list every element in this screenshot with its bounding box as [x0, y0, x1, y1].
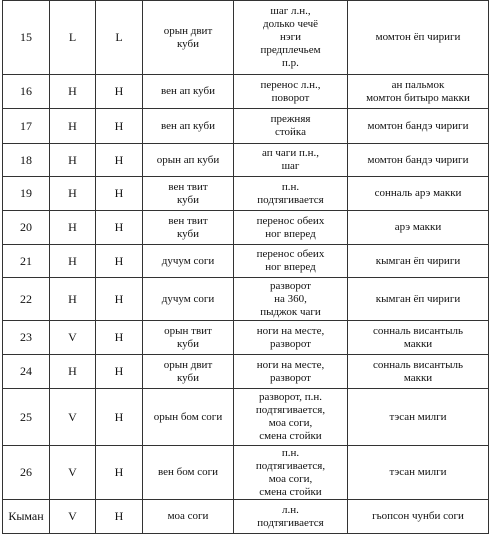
cell-a: L: [50, 1, 96, 75]
cell-line: предплечьем: [260, 44, 321, 56]
cell-line: перенос л.н.,: [260, 78, 321, 91]
kata-table: [2, 0, 489, 534]
cell-technique: кымган ёп чириги: [348, 278, 489, 321]
cell-a: H: [50, 278, 96, 321]
cell-technique: тэсан милги: [348, 389, 489, 446]
table-body: [3, 1, 489, 534]
table-row: [3, 355, 489, 389]
cell-technique: [348, 321, 489, 355]
cell-num: 25: [3, 389, 50, 446]
cell-line: сонналь висантыль: [373, 324, 463, 337]
cell-num: 15: [3, 1, 50, 75]
cell-line: перенос обеих: [256, 248, 325, 260]
cell-b: H: [96, 389, 143, 446]
cell-line: шаг: [281, 160, 300, 172]
cell-line: поворот: [271, 91, 310, 104]
cell-moves: [234, 211, 348, 245]
cell-stance: [143, 1, 234, 75]
cell-line: подтягивается: [257, 516, 324, 529]
cell-num: Кыман: [3, 500, 50, 534]
cell-b: H: [96, 144, 143, 177]
table-row: [3, 321, 489, 355]
cell-a: V: [50, 446, 96, 500]
cell-num: 17: [3, 109, 50, 144]
cell-moves: [234, 389, 348, 446]
cell-num: 24: [3, 355, 50, 389]
table-row: [3, 144, 489, 177]
cell-stance: [143, 321, 234, 355]
cell-line: орын твит: [164, 324, 212, 337]
table-row: [3, 177, 489, 211]
cell-line: разворот: [269, 337, 311, 350]
cell-stance: [143, 177, 234, 211]
cell-a: H: [50, 245, 96, 278]
cell-technique: кымган ёп чириги: [348, 245, 489, 278]
cell-line: пыджок чаги: [260, 305, 321, 318]
cell-line: куби: [176, 193, 200, 206]
cell-moves: [234, 500, 348, 534]
cell-a: H: [50, 177, 96, 211]
cell-b: H: [96, 500, 143, 534]
cell-line: куби: [176, 37, 200, 50]
cell-line: орын двит: [163, 24, 213, 37]
cell-line: долько чечё: [262, 18, 319, 30]
cell-moves: [234, 109, 348, 144]
cell-moves: [234, 177, 348, 211]
cell-line: п.р.: [282, 57, 299, 69]
cell-line: шаг л.н.,: [270, 5, 311, 17]
cell-line: куби: [176, 337, 200, 350]
table-row: [3, 1, 489, 75]
cell-technique: сонналь арэ макки: [348, 177, 489, 211]
cell-b: H: [96, 75, 143, 109]
cell-stance: орын бом соги: [143, 389, 234, 446]
cell-line: ног вперед: [265, 227, 316, 240]
cell-technique: момтон бандэ чириги: [348, 144, 489, 177]
table-row: [3, 446, 489, 500]
cell-line: ноги на месте,: [256, 358, 325, 371]
cell-line: вен твит: [168, 214, 208, 227]
cell-b: H: [96, 355, 143, 389]
cell-stance: [143, 355, 234, 389]
cell-line: смена стойки: [259, 430, 322, 442]
cell-line: л.н.: [282, 503, 299, 516]
cell-line: прежняя: [270, 113, 311, 125]
table-row: [3, 211, 489, 245]
table-row: [3, 389, 489, 446]
cell-stance: дучум соги: [143, 278, 234, 321]
cell-moves: [234, 75, 348, 109]
cell-line: сонналь висантыль: [373, 358, 463, 371]
cell-a: V: [50, 500, 96, 534]
cell-num: 19: [3, 177, 50, 211]
cell-moves: [234, 278, 348, 321]
cell-b: H: [96, 245, 143, 278]
cell-num: 18: [3, 144, 50, 177]
cell-line: п.н.: [281, 446, 300, 459]
cell-b: H: [96, 278, 143, 321]
cell-line: разворот: [269, 279, 311, 292]
cell-moves: [234, 321, 348, 355]
cell-line: ног вперед: [265, 261, 316, 273]
cell-line: нэги: [279, 31, 301, 43]
cell-a: V: [50, 389, 96, 446]
cell-a: H: [50, 355, 96, 389]
cell-b: H: [96, 211, 143, 245]
cell-technique: [348, 355, 489, 389]
cell-a: H: [50, 144, 96, 177]
cell-technique: тэсан милги: [348, 446, 489, 500]
cell-technique: [348, 75, 489, 109]
cell-a: H: [50, 211, 96, 245]
cell-line: макки: [403, 337, 433, 350]
cell-num: 20: [3, 211, 50, 245]
table-row: [3, 278, 489, 321]
cell-line: подтягивается,: [255, 404, 326, 416]
cell-line: вен твит: [168, 180, 208, 193]
cell-num: 22: [3, 278, 50, 321]
cell-stance: дучум соги: [143, 245, 234, 278]
cell-moves: [234, 446, 348, 500]
cell-line: моа соги,: [268, 417, 313, 429]
cell-line: макки: [403, 371, 433, 384]
cell-b: L: [96, 1, 143, 75]
cell-stance: вен ап куби: [143, 75, 234, 109]
cell-line: ан пальмок: [391, 78, 445, 91]
cell-moves: [234, 355, 348, 389]
cell-a: V: [50, 321, 96, 355]
cell-moves: [234, 144, 348, 177]
cell-num: 21: [3, 245, 50, 278]
cell-line: куби: [176, 371, 200, 384]
cell-b: H: [96, 321, 143, 355]
cell-stance: моа соги: [143, 500, 234, 534]
cell-line: смена стойки: [259, 485, 322, 498]
cell-stance: орын ап куби: [143, 144, 234, 177]
cell-line: момтон битыро макки: [366, 91, 470, 104]
cell-a: H: [50, 109, 96, 144]
cell-b: H: [96, 109, 143, 144]
table-row: [3, 245, 489, 278]
table-row: [3, 500, 489, 534]
cell-technique: арэ макки: [348, 211, 489, 245]
table-row: [3, 75, 489, 109]
cell-moves: [234, 245, 348, 278]
cell-num: 23: [3, 321, 50, 355]
cell-line: перенос обеих: [256, 214, 325, 227]
cell-line: куби: [176, 227, 200, 240]
cell-line: ноги на месте,: [256, 324, 325, 337]
cell-technique: момтон ёп чириги: [348, 1, 489, 75]
cell-line: подтягивается,: [255, 459, 326, 472]
cell-line: ап чаги п.н.,: [262, 147, 319, 159]
cell-technique: гьопсон чунби соги: [348, 500, 489, 534]
cell-line: стойка: [275, 126, 306, 138]
cell-line: орын двит: [163, 358, 213, 371]
table-row: [3, 109, 489, 144]
cell-num: 26: [3, 446, 50, 500]
cell-line: моа соги,: [268, 472, 313, 485]
cell-a: H: [50, 75, 96, 109]
cell-technique: момтон бандэ чириги: [348, 109, 489, 144]
cell-b: H: [96, 177, 143, 211]
cell-stance: вен ап куби: [143, 109, 234, 144]
cell-line: на 360,: [274, 292, 307, 305]
cell-num: 16: [3, 75, 50, 109]
cell-line: разворот: [269, 371, 311, 384]
cell-line: подтягивается: [257, 193, 324, 206]
cell-moves: [234, 1, 348, 75]
cell-stance: [143, 211, 234, 245]
cell-b: H: [96, 446, 143, 500]
cell-line: разворот, п.н.: [259, 391, 322, 403]
cell-line: п.н.: [281, 180, 300, 193]
cell-stance: вен бом соги: [143, 446, 234, 500]
